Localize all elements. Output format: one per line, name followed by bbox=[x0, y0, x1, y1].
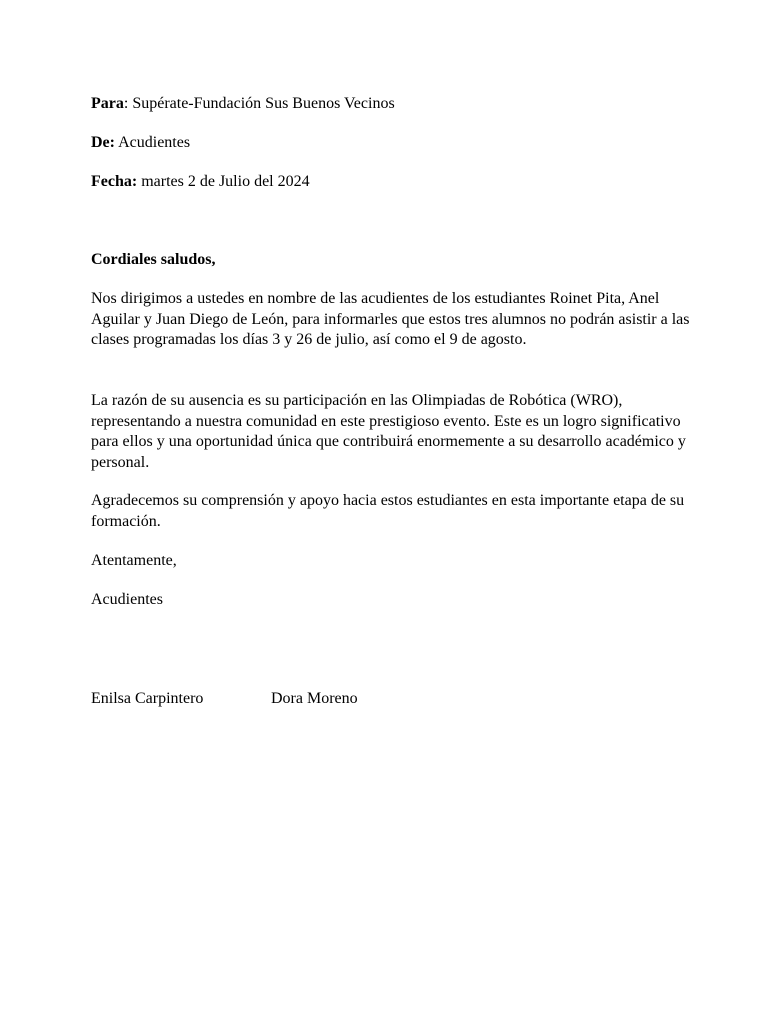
sender: Acudientes bbox=[91, 591, 163, 608]
body-paragraph-1: Nos dirigimos a ustedes en nombre de las acudientes de los estudiantes Roinet Pita, Anel Aguilar y Juan Diego de León, para informarles que estos tres alumnos no podrán asistir a las clases programadas los días 3 y 26 de julio, así como el 9 de agosto. bbox=[91, 290, 690, 349]
to-line bbox=[91, 94, 395, 114]
signer-2: Dora Moreno bbox=[271, 690, 358, 707]
date-label: Fecha: bbox=[91, 173, 138, 190]
date-line bbox=[91, 172, 310, 192]
to-value: : Supérate-Fundación Sus Buenos Vecinos bbox=[123, 95, 395, 112]
signer-1: Enilsa Carpintero bbox=[91, 690, 204, 707]
to-label: Para bbox=[91, 95, 124, 112]
from-label: De: bbox=[91, 134, 115, 151]
body-paragraph-3: Agradecemos su comprensión y apoyo hacia estos estudiantes en esta importante etapa de su formación. bbox=[91, 492, 685, 530]
body-paragraph-2: La razón de su ausencia es su participación en las Olimpiadas de Robótica (WRO), representando a nuestra comunidad en este prestigioso evento. Este es un logro significativo para ellos y una oportunidad única que contribuirá enormemente a su desarrollo académico y personal. bbox=[91, 392, 686, 471]
from-line bbox=[91, 133, 190, 153]
greeting: Cordiales saludos, bbox=[91, 251, 216, 268]
sign-off: Atentamente, bbox=[91, 552, 177, 569]
date-value: martes 2 de Julio del 2024 bbox=[137, 173, 310, 190]
from-value: Acudientes bbox=[114, 134, 191, 151]
